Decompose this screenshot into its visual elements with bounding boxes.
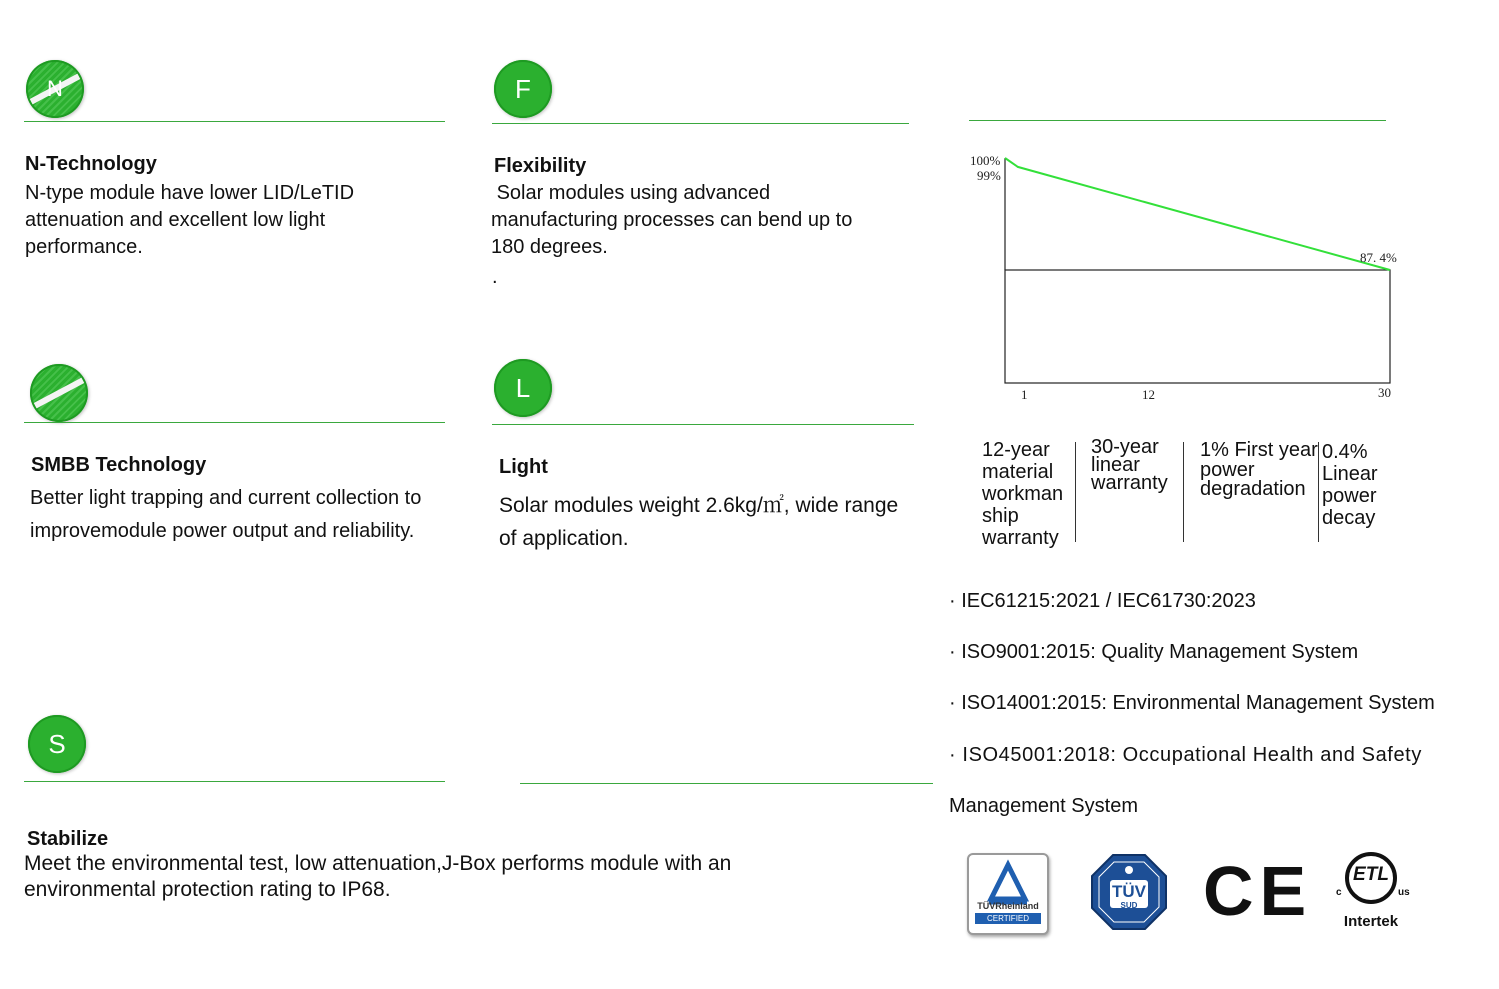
feature-description: Meet the environmental test, low attenuation,J-Box performs module with an environmental protection rating to IP68. bbox=[24, 852, 732, 901]
feature-description: Solar modules using advanced manufacturing processes can bend up to 180 degrees. bbox=[491, 182, 858, 258]
intertek-name: Intertek bbox=[1343, 913, 1399, 930]
feature-description: Better light trapping and current collection to improvemodule power output and reliability. bbox=[30, 487, 422, 542]
stabilize-badge bbox=[28, 715, 86, 773]
feature-title: N-Technology bbox=[25, 153, 157, 175]
ce-mark-logo: CE bbox=[1203, 852, 1313, 930]
chart-frame bbox=[1005, 270, 1390, 383]
divider bbox=[24, 781, 445, 782]
divider bbox=[492, 123, 909, 124]
feature-title: Flexibility bbox=[494, 155, 587, 177]
badge-letter: L bbox=[515, 372, 531, 403]
n-technology-badge bbox=[26, 60, 84, 118]
warranty-line bbox=[1005, 158, 1390, 270]
warranty-decay: 0.4% Linear power decay bbox=[1322, 441, 1378, 529]
divider bbox=[492, 424, 914, 425]
x-tick-12: 12 bbox=[1142, 387, 1155, 402]
feature-title: Light bbox=[499, 456, 548, 478]
warranty-first-year: 1% First year power degradation bbox=[1200, 439, 1318, 500]
warranty-divider bbox=[1075, 442, 1076, 542]
divider bbox=[24, 422, 445, 423]
x-tick-30: 30 bbox=[1378, 385, 1391, 400]
cert-iec: · IEC61215:2021 / IEC61730:2023 bbox=[949, 590, 1256, 612]
warranty-material: 12-year material workman ship warranty bbox=[982, 439, 1064, 549]
warranty-linear: 30-year linear warranty bbox=[1091, 436, 1168, 494]
tuv-sud-name: TÜV bbox=[1112, 882, 1146, 901]
stray-period: . bbox=[492, 266, 498, 288]
feature-description: Solar modules weight 2.6kg/㎡, wide range of application. bbox=[499, 494, 899, 550]
divider bbox=[24, 121, 445, 122]
feature-title: Stabilize bbox=[27, 828, 109, 850]
feature-title: SMBB Technology bbox=[31, 454, 207, 476]
tuv-rheinland-name: TÜVRheinland bbox=[977, 901, 1039, 911]
warranty-divider bbox=[1318, 442, 1319, 542]
badge-letter: F bbox=[515, 73, 531, 104]
etl-c: c bbox=[1336, 887, 1342, 898]
etl-mark: ETL bbox=[1353, 864, 1389, 885]
y-label-99: 99% bbox=[977, 168, 1001, 183]
etl-intertek-logo bbox=[1336, 851, 1414, 935]
badge-stripe bbox=[34, 378, 84, 409]
tuv-certified-band: CERTIFIED bbox=[975, 913, 1041, 924]
feature-description: N-type module have lower LID/LeTID attenuation and excellent low light performance. bbox=[25, 182, 355, 258]
etl-us: us bbox=[1398, 887, 1410, 898]
x-tick-1: 1 bbox=[1021, 387, 1028, 402]
divider bbox=[520, 783, 933, 784]
warranty-divider bbox=[1183, 442, 1184, 542]
smbb-badge bbox=[30, 364, 88, 422]
y-label-100: 100% bbox=[970, 153, 1001, 168]
badge-letter: S bbox=[48, 728, 66, 759]
cert-iso45001-cont: Management System bbox=[949, 795, 1138, 817]
warranty-chart bbox=[960, 145, 1420, 410]
tuv-sud-sub: SUD bbox=[1120, 901, 1138, 910]
tuv-rheinland-logo bbox=[967, 853, 1049, 935]
end-value-label: 87. 4% bbox=[1360, 250, 1397, 265]
chart-top-divider bbox=[969, 120, 1386, 121]
light-badge bbox=[494, 359, 552, 417]
cert-iso14001: · ISO14001:2015: Environmental Management System bbox=[949, 692, 1435, 714]
cert-iso9001: · ISO9001:2015: Quality Management System bbox=[949, 641, 1359, 663]
cert-iso45001: · ISO45001:2018: Occupational Health and Safety bbox=[949, 744, 1422, 766]
flexibility-badge bbox=[494, 60, 552, 118]
badge-letter: N bbox=[47, 76, 63, 101]
tuv-sud-logo bbox=[1090, 853, 1168, 931]
